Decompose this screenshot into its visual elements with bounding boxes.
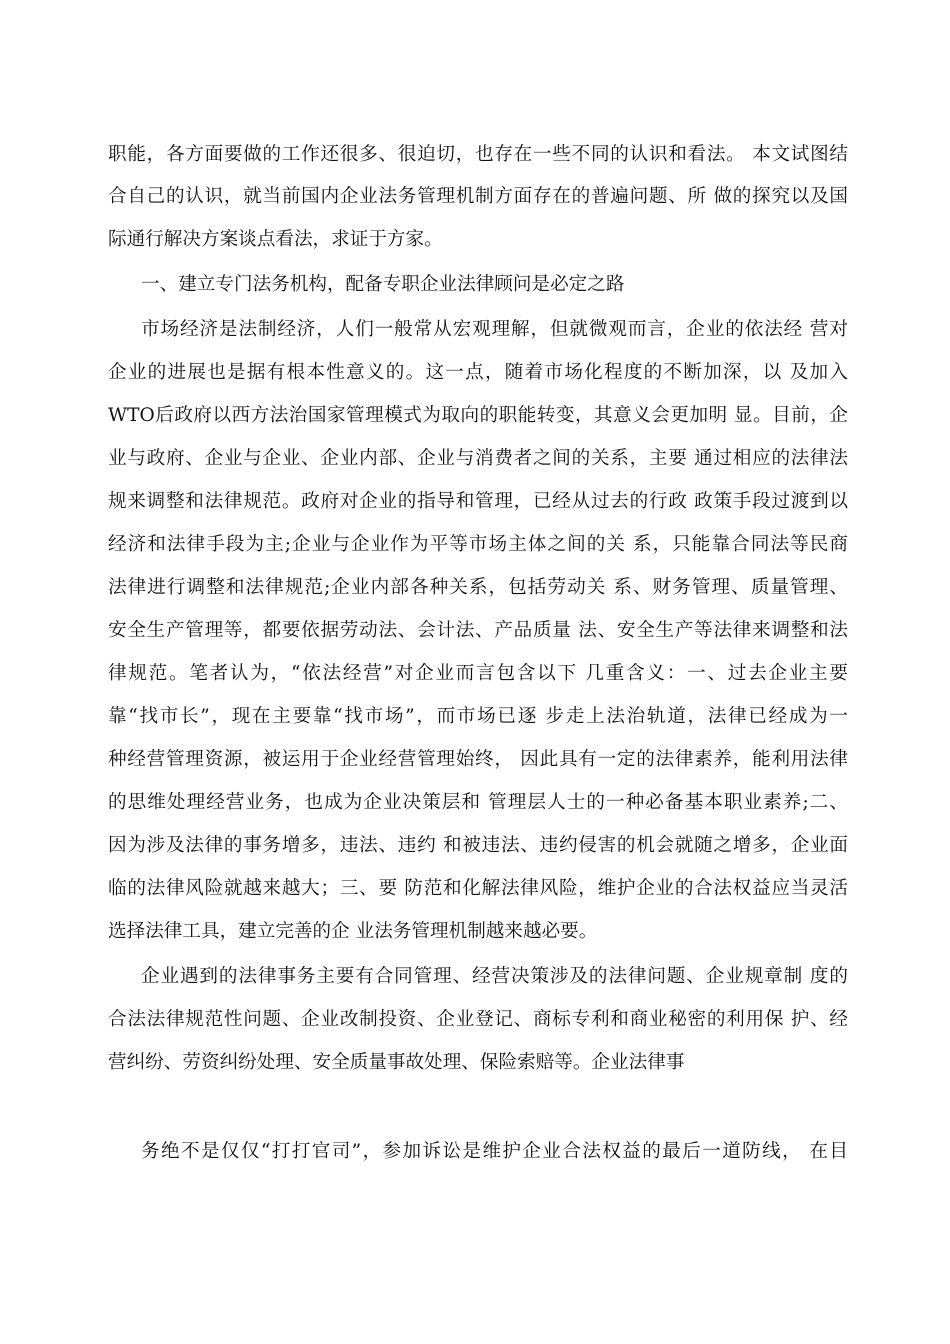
paragraph-2-line-3: WTO后政府以西方法治国家管理模式为取向的职能转变，其意义会更加明 显。目前，企 [108,405,848,426]
paragraph-2-line-4: 业与政府、企业与企业、企业内部、企业与消费者之间的关系，主要 通过相应的法律法 [108,448,848,469]
paragraph-2-line-8: 安全生产管理等，都要依据劳动法、会计法、产品质量 法、安全生产等法律来调整和法 [108,620,848,641]
paragraph-3-line-1: 企业遇到的法律事务主要有合同管理、经营决策涉及的法律问题、企业规章制 度的 [141,966,848,987]
paragraph-3-line-3: 营纠纷、劳资纠纷处理、安全质量事故处理、保险索赔等。企业法律事 [108,1052,685,1073]
paragraph-2-line-9: 律规范。笔者认为，“依法经营”对企业而言包含以下 几重含义：一、过去企业主要 [108,663,848,684]
paragraph-2-line-5: 规来调整和法律规范。政府对企业的指导和管理，已经从过去的行政 政策手段过渡到以 [108,491,848,512]
paragraph-2-line-10: 靠“找市长”，现在主要靠“找市场”，而市场已逐 步走上法治轨道，法律已经成为一 [108,706,848,727]
paragraph-2-line-1: 市场经济是法制经济，人们一般常从宏观理解，但就微观而言，企业的依法经 营对 [141,319,848,340]
paragraph-4-line-1: 务绝不是仅仅“打打官司”，参加诉讼是维护企业合法权益的最后一道防线， 在目 [141,1141,848,1162]
paragraph-2-line-7: 法律进行调整和法律规范;企业内部各种关系，包括劳动关 系、财务管理、质量管理、 [108,577,848,598]
paragraph-2-line-14: 临的法律风险就越来越大；三、要 防范和化解法律风险，维护企业的合法权益应当灵活 [108,878,848,899]
paragraph-2-line-13: 因为涉及法律的事务增多，违法、违约 和被违法、违约侵害的机会就随之增多，企业面 [108,835,848,856]
paragraph-1-line-3: 际通行解决方案谈点看法，求证于方家。 [108,229,443,250]
paragraph-2-line-2: 企业的进展也是据有根本性意义的。这一点，随着市场化程度的不断加深，以 及加入 [108,362,848,383]
paragraph-2-line-11: 种经营管理资源，被运用于企业经营管理始终， 因此具有一定的法律素养，能利用法律 [108,749,848,770]
paragraph-3-line-2: 合法法律规范性问题、企业改制投资、企业登记、商标专利和商业秘密的利用保 护、经 [108,1009,848,1030]
paragraph-2-line-12: 的思维处理经营业务，也成为企业决策层和 管理层人士的一种必备基本职业素养;二、 [108,792,848,813]
paragraph-2-line-6: 经济和法律手段为主;企业与企业作为平等市场主体之间的关 系，只能靠合同法等民商 [108,534,848,555]
paragraph-1-line-2: 合自己的认识，就当前国内企业法务管理机制方面存在的普遍问题、所 做的探究以及国 [108,186,848,207]
paragraph-2-line-15: 选择法律工具，建立完善的企 业法务管理机制越来越必要。 [108,921,598,942]
section-heading: 一、建立专门法务机构，配备专职企业法律顾问是必定之路 [141,274,625,295]
paragraph-1-line-1: 职能，各方面要做的工作还很多、很迫切，也存在一些不同的认识和看法。 本文试图结 [108,144,848,165]
